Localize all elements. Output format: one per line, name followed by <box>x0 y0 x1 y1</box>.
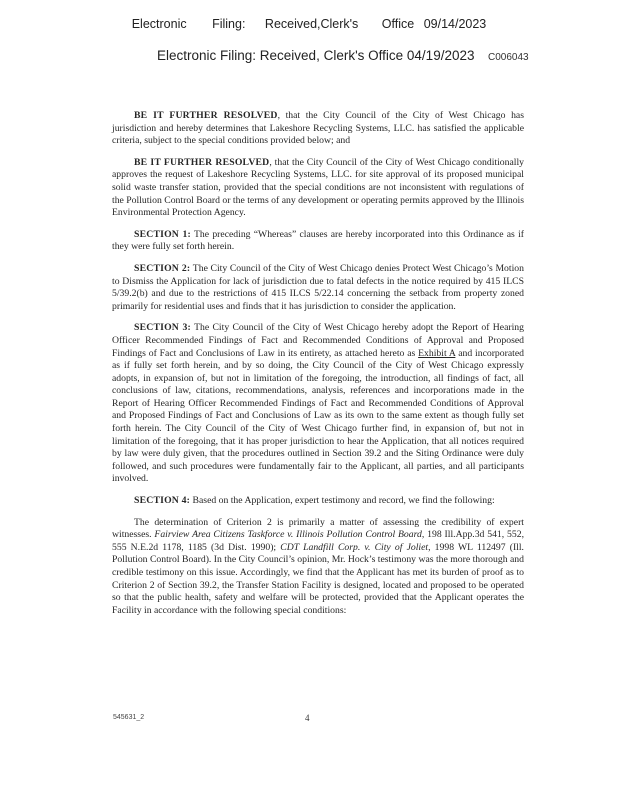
resolved-text-2: , that the City Council of the City of West Chicago conditionally approves the request of Lakeshore Recycling Systems, LLC. for site approval of its proposed municipal solid waste transfer station, provided that the special conditions are not inconsistent with regulations of the Pollution Control Board or the terms of any development or operating permits approved by the Illinois Environmental Protection Agency. <box>112 156 524 219</box>
section-2 <box>112 263 524 313</box>
citation-cdt-landfill: CDT Landfill Corp. v. City of Joliet <box>280 541 429 553</box>
section-1 <box>112 229 524 254</box>
section-1-heading: SECTION 1: <box>134 228 191 240</box>
paragraph-resolved-2 <box>112 157 524 220</box>
section-1-text: The preceding “Whereas” clauses are hereby incorporated into this Ordinance as if they were fully set forth herein. <box>112 228 524 253</box>
criterion-2-paragraph <box>112 517 524 618</box>
section-4-text: Based on the Application, expert testimony and record, we find the following: <box>190 495 495 507</box>
footer-doc-id: 545631_2 <box>113 714 145 721</box>
filing-stamp-line-2: Electronic Filing: Received, Clerk's Office 04/19/2023 <box>157 48 475 63</box>
section-3-text-a: The City Council of the City of West Chicago hereby adopt the Report of Hearing Officer Recommended Findings of Fact and Recommended Conditions of Approval and Proposed Findings of Fact and Conclusions of Law in its entirety, as attached hereto as <box>112 322 524 359</box>
section-3-heading: SECTION 3: <box>134 322 191 334</box>
criterion-2-text-1: The determination of Criterion 2 is primarily a matter of assessing the credibility of expert witnesses. <box>112 516 524 541</box>
filing-stamp-line-1 <box>0 17 618 31</box>
page-number: 4 <box>305 713 310 723</box>
section-4-heading: SECTION 4: <box>134 495 191 507</box>
document-number: C006043 <box>488 52 529 63</box>
section-2-heading: SECTION 2: <box>134 262 191 274</box>
exhibit-a-reference: Exhibit A <box>418 347 456 359</box>
section-4 <box>112 495 524 508</box>
document-body <box>112 110 524 626</box>
criterion-2-text-2: , 198 Ill.App.3d 541, 552, 555 N.E.2d 1178, 1185 (3d Dist. 1990); <box>112 529 525 553</box>
resolved-lead-1: BE IT FURTHER RESOLVED <box>134 110 278 121</box>
section-2-text: The City Council of the City of West Chicago denies Protect West Chicago’s Motion to Dismiss the Application for lack of jurisdiction due to fatal defects in the notice required by 415 ILCS 5/39.2(b) and due to the restrictions of 415 ILCS 5/22.14 concerning the setback from property zoned primarily for residential uses and finds that it has jurisdiction to consider the application. <box>112 262 524 312</box>
resolved-text-1: , that the City Council of the City of West Chicago has jurisdiction and hereby determines that Lakeshore Recycling Systems, LLC. has satisfied the applicable criteria, subject to the special conditions provided below; and <box>112 110 524 147</box>
citation-fairview: Fairview Area Citizens Taskforce v. Illinois Pollution Control Board <box>154 529 422 541</box>
criterion-2-text-3: , 1998 WL 112497 (Ill. Pollution Control Board). In the City Council’s opinion, Mr. Hock’s testimony was the more thorough and credible testimony on this issue. Accordingly, we find that the Applicant has met its burden of proof as to Criterion 2 of Section 39.2, the Transfer Station Facility is designed, located and proposed to be operated so that the public health, safety and welfare will be protected, provided that the Applicant operates the Facility in accordance with the following special conditions: <box>112 541 524 616</box>
section-3-text-b: and incorporated as if fully set forth herein, and by so doing, the City Council of the City of West Chicago expressly adopts, in expansion of, but not in limitation of the foregoing, the introduction, all findings of fact, all conclusions of law, citations, recommendations, analysis, references and incorporations made in the Report of Hearing Officer Recommended Findings of Fact and Recommended Conditions of Approval and Proposed Findings of Fact and Conclusions of Law as its own to the same extent as though fully set forth herein. The City Council of the City of West Chicago further find, in expansion of, but not in limitation of the foregoing, that it has proper jurisdiction to hear the Application, that all notices required by law were duly given, that the procedures outlined in Section 39.2 and the Siting Ordinance were duly followed, and such procedures were fundamentally fair to the Applicant, all parties, and all participants involved. <box>112 347 524 485</box>
paragraph-resolved-1 <box>112 110 524 148</box>
stamp1-word-filing: Filing: <box>212 17 246 31</box>
stamp1-word-office: Office <box>381 17 415 31</box>
resolved-lead-2: BE IT FURTHER RESOLVED <box>134 156 270 168</box>
stamp1-word-received: Received,Clerk's <box>264 17 359 31</box>
stamp1-date: 09/14/2023 <box>423 17 487 31</box>
section-3 <box>112 322 524 486</box>
stamp1-word-electronic: Electronic <box>131 17 187 31</box>
